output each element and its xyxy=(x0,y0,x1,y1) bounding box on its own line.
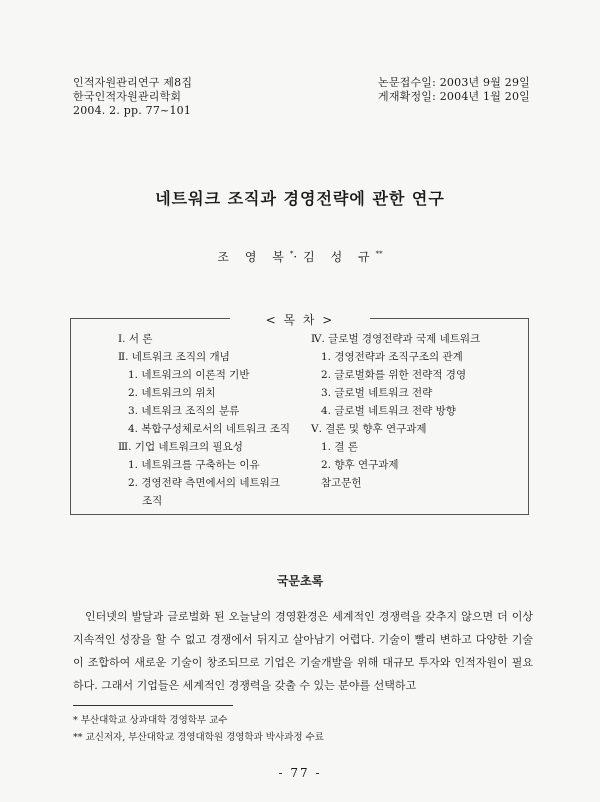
toc-right-column xyxy=(311,330,511,492)
toc-item: 2. 네트워크의 위치 xyxy=(128,387,216,399)
author-1: 조 영 복 xyxy=(217,250,290,264)
author-2-mark: ** xyxy=(375,250,383,258)
toc-item: Ⅰ. 서 론 xyxy=(118,333,153,345)
footnote-2: ** 교신저자, 부산대학교 경영대학원 경영학과 박사과정 수료 xyxy=(73,732,324,743)
paper-title: 네트워크 조직과 경영전략에 관한 연구 xyxy=(155,189,445,208)
toc-left-column xyxy=(118,330,298,510)
authors xyxy=(0,248,600,265)
author-1-mark: * xyxy=(289,250,294,258)
abstract-paragraph: 인터넷의 발달과 글로벌화 된 오늘날의 경영환경은 세계적인 경쟁력을 갖추지 않으면 더 이상 지속적인 성장을 할 수 없고 경쟁에서 뒤지고 살아남기 어렵다. 기술이 빨리 변하고 다양한 기술이 조합하여 새로운 기술이 창조되므로 기업은 기술개발을 위해 대규모 투자와 인적자원이 필요하다. 그래서 기업들은 세계적인 경쟁력을 갖출 수 있는 분야를 선택하고 xyxy=(73,610,533,692)
toc-item: 4. 글로벌 네트워크 전략 방향 xyxy=(321,405,456,417)
footnote-1: * 부산대학교 상과대학 경영학부 교수 xyxy=(73,715,228,726)
toc-item: Ⅴ. 결론 및 향후 연구과제 xyxy=(311,423,427,435)
footnote-divider xyxy=(73,705,233,706)
toc-item: 1. 결 론 xyxy=(321,441,358,453)
society-name: 한국인적자원관리학회 xyxy=(73,90,182,103)
toc-item: 2. 향후 연구과제 xyxy=(321,459,399,471)
toc-item: 1. 네트워크를 구축하는 이유 xyxy=(128,459,260,471)
issue-pages: 2004. 2. pp. 77~101 xyxy=(73,104,192,117)
toc-item: Ⅲ. 기업 네트워크의 필요성 xyxy=(118,441,243,453)
toc-item: 3. 글로벌 네트워크 전략 xyxy=(321,387,433,399)
submission-info xyxy=(378,76,530,104)
toc-item: 2. 경영전략 측면에서의 네트워크 xyxy=(128,477,280,489)
page-number: - 77 - xyxy=(278,766,322,780)
accepted-date: 게재확정일: 2004년 1월 20일 xyxy=(378,90,530,103)
toc-item: 1. 경영전략과 조직구조의 관계 xyxy=(321,351,463,363)
abstract-title: 국문초록 xyxy=(276,574,324,588)
author-separator: · xyxy=(293,250,304,264)
toc-item: Ⅳ. 글로벌 경영전략과 국제 네트워크 xyxy=(311,333,481,345)
footnotes xyxy=(73,712,324,746)
journal-name: 인적자원관리연구 제8집 xyxy=(73,76,193,89)
journal-info xyxy=(73,76,192,118)
received-date: 논문접수일: 2003년 9월 29일 xyxy=(378,76,530,89)
author-2: 김 성 규 xyxy=(303,250,376,264)
toc-item: 2. 글로벌화를 위한 전략적 경영 xyxy=(321,369,467,381)
toc-item: 1. 네트워크의 이론적 기반 xyxy=(128,369,250,381)
toc-heading: < 목 차 > xyxy=(230,311,370,328)
toc-item: Ⅱ. 네트워크 조직의 개념 xyxy=(118,351,230,363)
toc-item: 참고문헌 xyxy=(321,477,362,489)
toc-item: 3. 네트워크 조직의 분류 xyxy=(128,405,240,417)
toc-item: 조직 xyxy=(142,495,163,507)
abstract-body xyxy=(73,605,533,697)
toc-item: 4. 복합구성체로서의 네트워크 조직 xyxy=(128,423,291,435)
